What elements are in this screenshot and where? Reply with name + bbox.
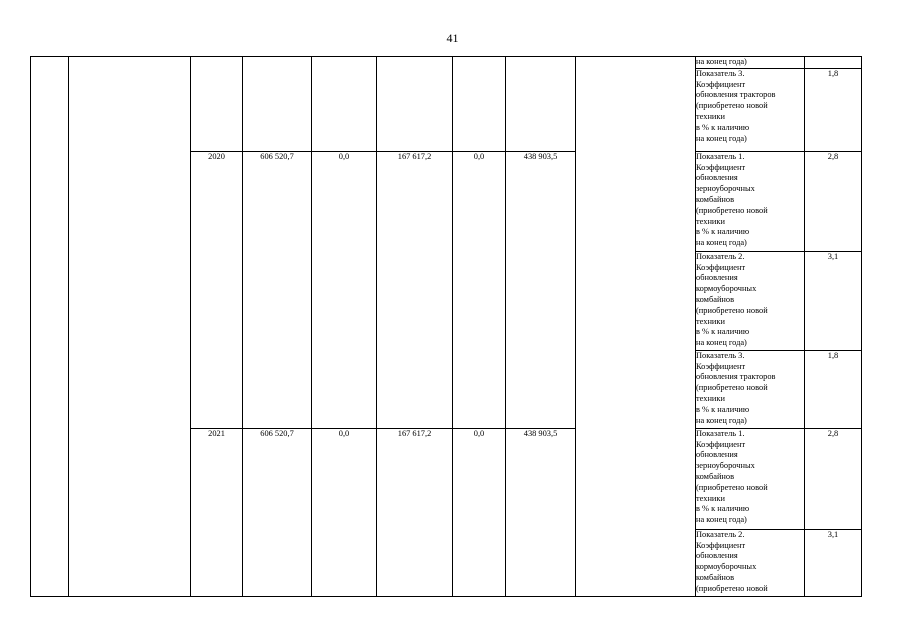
- page-number: 41: [446, 31, 459, 45]
- indicator-value: 3,1: [805, 529, 862, 596]
- total-cell: [243, 57, 312, 152]
- year-cell: [191, 57, 243, 152]
- total-cell: 606 520,7: [243, 151, 312, 428]
- indicator-text: на конец года): [696, 57, 805, 69]
- executor-cell: [576, 57, 696, 597]
- federal-budget-cell: 0,0: [312, 428, 377, 596]
- other-sources-cell: 438 903,5: [506, 151, 576, 428]
- indicator-text: Показатель 3. Коэффициент обновления тракторов (приобретено новой техники в % к наличию на конец года): [696, 68, 805, 151]
- program-funding-table: [30, 56, 862, 597]
- indicator-value: 3,1: [805, 251, 862, 350]
- indicator-value: 2,8: [805, 428, 862, 529]
- year-cell: 2021: [191, 428, 243, 596]
- local-budget-cell: [453, 57, 506, 152]
- indicator-value: 1,8: [805, 350, 862, 428]
- regional-budget-cell: 167 617,2: [377, 428, 453, 596]
- total-cell: 606 520,7: [243, 428, 312, 596]
- event-name-cell: [69, 57, 191, 597]
- table-row: [31, 57, 862, 69]
- regional-budget-cell: [377, 57, 453, 152]
- indicator-value: 2,8: [805, 151, 862, 251]
- other-sources-cell: 438 903,5: [506, 428, 576, 596]
- indicator-text: Показатель 2. Коэффициент обновления кормоуборочных комбайнов (приобретено новой: [696, 529, 805, 596]
- federal-budget-cell: 0,0: [312, 151, 377, 428]
- regional-budget-cell: 167 617,2: [377, 151, 453, 428]
- indicator-text: Показатель 3. Коэффициент обновления тракторов (приобретено новой техники в % к наличию на конец года): [696, 350, 805, 428]
- federal-budget-cell: [312, 57, 377, 152]
- indicator-value: 1,8: [805, 68, 862, 151]
- indicator-text: Показатель 2. Коэффициент обновления кормоуборочных комбайнов (приобретено новой техники в % к наличию на конец года): [696, 251, 805, 350]
- number-cell: [31, 57, 69, 597]
- indicator-text: Показатель 1. Коэффициент обновления зерноуборочных комбайнов (приобретено новой техники в % к наличию на конец года): [696, 428, 805, 529]
- indicator-text: Показатель 1. Коэффициент обновления зерноуборочных комбайнов (приобретено новой техники в % к наличию на конец года): [696, 151, 805, 251]
- indicator-value: [805, 57, 862, 69]
- year-cell: 2020: [191, 151, 243, 428]
- local-budget-cell: 0,0: [453, 151, 506, 428]
- other-sources-cell: [506, 57, 576, 152]
- local-budget-cell: 0,0: [453, 428, 506, 596]
